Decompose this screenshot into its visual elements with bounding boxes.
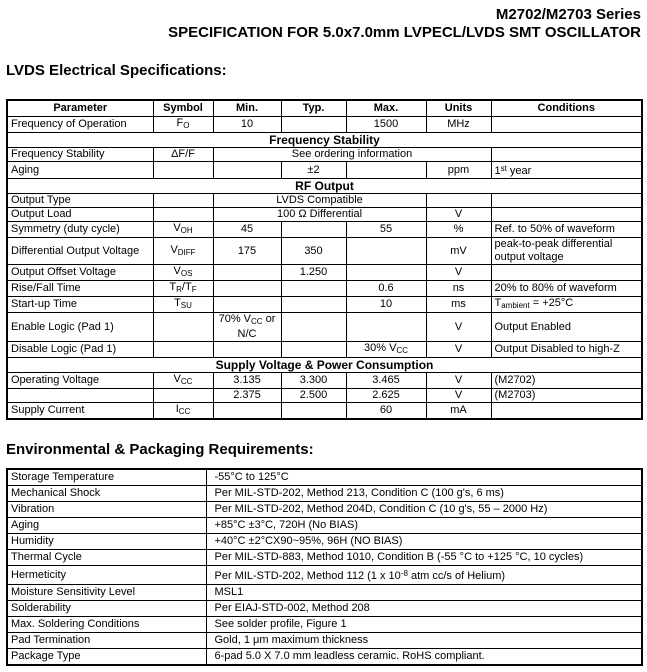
env-row	[7, 469, 642, 486]
environmental-heading: Environmental & Packaging Requirements:	[6, 441, 314, 458]
env-row	[7, 486, 642, 502]
cell	[491, 148, 642, 162]
cell	[426, 194, 491, 208]
section-row	[7, 358, 642, 373]
column-header: Conditions	[491, 100, 642, 117]
cell: 0.6	[346, 281, 426, 297]
cell: 1500	[346, 117, 426, 133]
cell	[213, 342, 281, 358]
cell	[346, 265, 426, 281]
cell: Differential Output Voltage	[7, 238, 153, 265]
spec-row	[7, 208, 642, 222]
spec-row	[7, 117, 642, 133]
cell: Disable Logic (Pad 1)	[7, 342, 153, 358]
cell: 70% $V_{CC}$ or N/C	[213, 313, 281, 342]
spec-row	[7, 162, 642, 179]
sub-text: CC	[251, 317, 263, 326]
env-row	[7, 534, 642, 550]
cell	[153, 342, 213, 358]
cell	[281, 313, 346, 342]
series-title: M2702/M2703 Series	[495, 6, 641, 23]
sup-text: -8	[400, 569, 408, 578]
cell	[281, 342, 346, 358]
env-row	[7, 617, 642, 633]
cell: 10	[213, 117, 281, 133]
spec-row	[7, 148, 642, 162]
param-cell: Humidity	[7, 534, 206, 550]
param-cell: Thermal Cycle	[7, 550, 206, 566]
spec-table-header-row	[7, 100, 642, 117]
column-header: Min.	[213, 100, 281, 117]
cell: $V_{OH}$	[153, 222, 213, 238]
value-cell: Per MIL-STD-883, Method 1010, Condition B (-55 °C to +125 °C, 10 cycles)	[206, 550, 642, 566]
cell: 3.300	[281, 373, 346, 389]
cell: V	[426, 373, 491, 389]
spec-row	[7, 342, 642, 358]
section-title-cell: Supply Voltage & Power Consumption	[7, 358, 642, 373]
cell: Ref. to 50% of waveform	[491, 222, 642, 238]
cell: $T_{SU}$	[153, 297, 213, 313]
cell: 3.135	[213, 373, 281, 389]
cell: Aging	[7, 162, 153, 179]
value-cell: Per MIL-STD-202, Method 112 (1 x $10^{-8}$ atm cc/s of Helium)	[206, 566, 642, 585]
cell	[346, 313, 426, 342]
cell	[213, 162, 281, 179]
cell	[213, 297, 281, 313]
param-cell: Aging	[7, 518, 206, 534]
cell: V	[426, 208, 491, 222]
value-cell: MSL1	[206, 585, 642, 601]
cell: %	[426, 222, 491, 238]
env-row	[7, 566, 642, 585]
cell: V	[426, 265, 491, 281]
cell	[491, 403, 642, 420]
sub-text: SU	[180, 301, 192, 310]
sub-text: OS	[180, 269, 193, 278]
sup-text: st	[500, 164, 507, 173]
env-row	[7, 550, 642, 566]
param-cell: Max. Soldering Conditions	[7, 617, 206, 633]
cell: 2.500	[281, 389, 346, 403]
spec-row	[7, 194, 642, 208]
cell: $T_{ambient} = +25^\circ C$	[491, 297, 642, 313]
column-header: Max.	[346, 100, 426, 117]
value-cell: Per EIAJ-STD-002, Method 208	[206, 601, 642, 617]
cell	[346, 162, 426, 179]
value-cell: 6-pad 5.0 X 7.0 mm leadless ceramic. RoHS compliant.	[206, 649, 642, 666]
cell: 3.465	[346, 373, 426, 389]
cell	[213, 265, 281, 281]
env-row	[7, 649, 642, 666]
cell: V	[426, 313, 491, 342]
cell: Frequency of Operation	[7, 117, 153, 133]
cell: LVDS Compatible	[213, 194, 426, 208]
cell: $I_{CC}$	[153, 403, 213, 420]
electrical-specs-heading: LVDS Electrical Specifications:	[6, 62, 227, 79]
cell	[213, 403, 281, 420]
cell	[491, 117, 642, 133]
cell: $V_{OS}$	[153, 265, 213, 281]
env-row	[7, 633, 642, 649]
section-row	[7, 133, 642, 148]
spec-row	[7, 403, 642, 420]
cell	[7, 389, 153, 403]
cell: 60	[346, 403, 426, 420]
sub-text: F	[191, 285, 197, 294]
spec-row	[7, 238, 642, 265]
cell: 2.625	[346, 389, 426, 403]
column-header: Symbol	[153, 100, 213, 117]
cell: ppm	[426, 162, 491, 179]
value-cell: +40°C ±2°CX90~95%, 96H (NO BIAS)	[206, 534, 642, 550]
param-cell: Mechanical Shock	[7, 486, 206, 502]
param-cell: Package Type	[7, 649, 206, 666]
cell: mA	[426, 403, 491, 420]
cell: 20% to 80% of waveform	[491, 281, 642, 297]
cell: 350	[281, 238, 346, 265]
cell	[491, 208, 642, 222]
section-title-cell: Frequency Stability	[7, 133, 642, 148]
section-row	[7, 179, 642, 194]
cell: 2.375	[213, 389, 281, 403]
cell	[491, 265, 642, 281]
cell	[153, 389, 213, 403]
cell	[153, 162, 213, 179]
env-row	[7, 585, 642, 601]
env-row	[7, 601, 642, 617]
param-cell: Hermeticity	[7, 566, 206, 585]
cell: ms	[426, 297, 491, 313]
cell: MHz	[426, 117, 491, 133]
cell: Symmetry (duty cycle)	[7, 222, 153, 238]
cell	[213, 281, 281, 297]
value-cell: +85°C ±3°C, 720H (No BIAS)	[206, 518, 642, 534]
cell: Output Offset Voltage	[7, 265, 153, 281]
spec-row	[7, 281, 642, 297]
cell: 1.250	[281, 265, 346, 281]
value-cell: Gold, 1 μm maximum thickness	[206, 633, 642, 649]
cell: 175	[213, 238, 281, 265]
column-header: Typ.	[281, 100, 346, 117]
cell: Supply Current	[7, 403, 153, 420]
cell: 55	[346, 222, 426, 238]
spec-row	[7, 373, 642, 389]
value-cell: -55°C to 125°C	[206, 469, 642, 486]
cell	[346, 238, 426, 265]
cell	[153, 208, 213, 222]
cell	[281, 281, 346, 297]
cell: $V_{DIFF}$	[153, 238, 213, 265]
cell: Output Enabled	[491, 313, 642, 342]
value-cell: Per MIL-STD-202, Method 213, Condition C (100 g's, 6 ms)	[206, 486, 642, 502]
sub-text: CC	[180, 377, 193, 386]
cell: Output Load	[7, 208, 153, 222]
cell: (M2703)	[491, 389, 642, 403]
spec-row	[7, 313, 642, 342]
document-header	[6, 6, 641, 42]
value-cell: Per MIL-STD-202, Method 204D, Condition C (10 g's, 55 – 2000 Hz)	[206, 502, 642, 518]
param-cell: Pad Termination	[7, 633, 206, 649]
cell: 45	[213, 222, 281, 238]
cell: 30% $V_{CC}$	[346, 342, 426, 358]
env-row	[7, 502, 642, 518]
sub-text: OH	[180, 226, 193, 235]
spec-title: SPECIFICATION FOR 5.0x7.0mm LVPECL/LVDS SMT OSCILLATOR	[168, 24, 641, 41]
cell	[153, 313, 213, 342]
env-row	[7, 518, 642, 534]
cell: Enable Logic (Pad 1)	[7, 313, 153, 342]
cell: Rise/Fall Time	[7, 281, 153, 297]
column-header: Units	[426, 100, 491, 117]
environmental-table	[6, 468, 643, 666]
cell	[281, 117, 346, 133]
cell: Output Disabled to high-Z	[491, 342, 642, 358]
spec-row	[7, 265, 642, 281]
cell: ΔF/F	[153, 148, 213, 162]
param-cell: Storage Temperature	[7, 469, 206, 486]
cell: ns	[426, 281, 491, 297]
cell: 1st year	[491, 162, 642, 179]
sub-text: CC	[396, 346, 408, 355]
cell: Frequency Stability	[7, 148, 153, 162]
spec-row	[7, 297, 642, 313]
sub-text: O	[183, 121, 190, 130]
cell	[491, 194, 642, 208]
electrical-spec-table	[6, 99, 643, 420]
cell: $T_R/T_F$	[153, 281, 213, 297]
cell: 10	[346, 297, 426, 313]
cell: See ordering information	[213, 148, 491, 162]
spec-row	[7, 389, 642, 403]
cell: (M2702)	[491, 373, 642, 389]
cell: Operating Voltage	[7, 373, 153, 389]
cell: V	[426, 389, 491, 403]
cell: V	[426, 342, 491, 358]
cell: 100 Ω Differential	[213, 208, 426, 222]
section-title-cell: RF Output	[7, 179, 642, 194]
sub-text: R	[176, 285, 182, 294]
cell: peak-to-peak differential output voltage	[491, 238, 642, 265]
cell: mV	[426, 238, 491, 265]
sub-text: CC	[178, 407, 191, 416]
cell	[281, 222, 346, 238]
cell: $F_O$	[153, 117, 213, 133]
cell: ±2	[281, 162, 346, 179]
cell: Start-up Time	[7, 297, 153, 313]
param-cell: Vibration	[7, 502, 206, 518]
column-header: Parameter	[7, 100, 153, 117]
param-cell: Moisture Sensitivity Level	[7, 585, 206, 601]
spec-row	[7, 222, 642, 238]
sub-text: DIFF	[177, 247, 196, 257]
param-cell: Solderability	[7, 601, 206, 617]
value-cell: See solder profile, Figure 1	[206, 617, 642, 633]
cell	[153, 194, 213, 208]
cell: $V_{CC}$	[153, 373, 213, 389]
cell: Output Type	[7, 194, 153, 208]
sub-text: ambient	[501, 301, 530, 310]
cell	[281, 297, 346, 313]
cell	[281, 403, 346, 420]
